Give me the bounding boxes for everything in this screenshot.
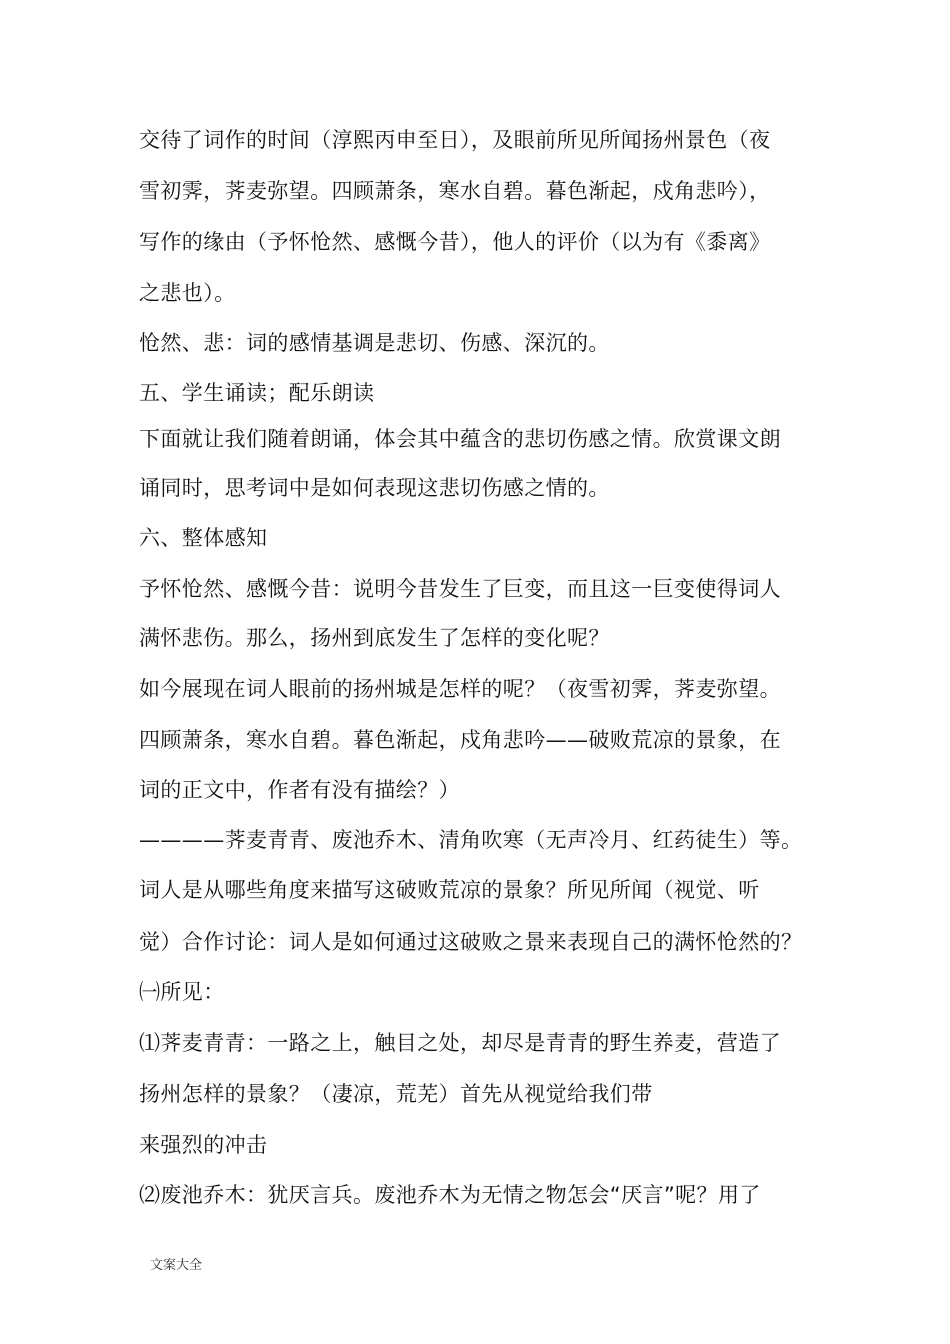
text-line: ————荠麦青青、废池乔木、清角吹寒（无声冷月、红药徒生）等。 xyxy=(139,828,803,852)
text-line: 扬州怎样的景象？（凄凉，荒芜）首先从视觉给我们带 xyxy=(139,1082,653,1106)
text-line: 词人是从哪些角度来描写这破败荒凉的景象？所见所闻（视觉、听 xyxy=(139,878,760,902)
section-heading: 六、整体感知 xyxy=(139,526,268,550)
text-line: 词的正文中，作者有没有描绘？） xyxy=(139,778,460,802)
page-footer: 文案大全 xyxy=(150,1258,203,1273)
text-line: 怆然、悲：词的感情基调是悲切、伤感、深沉的。 xyxy=(139,331,610,355)
text-line: 满怀悲伤。那么，扬州到底发生了怎样的变化呢？ xyxy=(139,626,610,650)
text-line: 下面就让我们随着朗诵，体会其中蕴含的悲切伤感之情。欣赏课文朗 xyxy=(139,427,781,451)
text-line: 觉）合作讨论：词人是如何通过这破败之景来表现自己的满怀怆然的？ xyxy=(139,930,803,954)
text-line: 之悲也）。 xyxy=(139,281,236,305)
text-line: ⑵废池乔木：犹厌言兵。废池乔木为无情之物怎会“厌言”呢？用了 xyxy=(139,1183,761,1207)
text-line: 写作的缘由（予怀怆然、感慨今昔），他人的评价（以为有《黍离》 xyxy=(139,230,771,254)
text-line: 雪初霁，荠麦弥望。四顾萧条，寒水自碧。暮色渐起，戍角悲吟）， xyxy=(139,179,771,203)
text-line: 交待了词作的时间（淳熙丙申至日），及眼前所见所闻扬州景色（夜 xyxy=(139,128,771,152)
text-line: 四顾萧条，寒水自碧。暮色渐起，戍角悲吟——破败荒凉的景象，在 xyxy=(139,728,781,752)
text-line: ⑴荠麦青青：一路之上，触目之处，却尽是青青的野生养麦，营造了 xyxy=(139,1031,781,1055)
text-line: 如今展现在词人眼前的扬州城是怎样的呢？（夜雪初霁，荠麦弥望。 xyxy=(139,677,781,701)
text-line: 予怀怆然、感慨今昔：说明今昔发生了巨变，而且这一巨变使得词人 xyxy=(139,577,781,601)
subsection-heading: ㈠所见： xyxy=(139,980,225,1004)
section-heading: 五、学生诵读；配乐朗读 xyxy=(139,381,375,405)
text-line: 诵同时，思考词中是如何表现这悲切伤感之情的。 xyxy=(139,476,610,500)
text-line: 来强烈的冲击 xyxy=(139,1133,268,1157)
